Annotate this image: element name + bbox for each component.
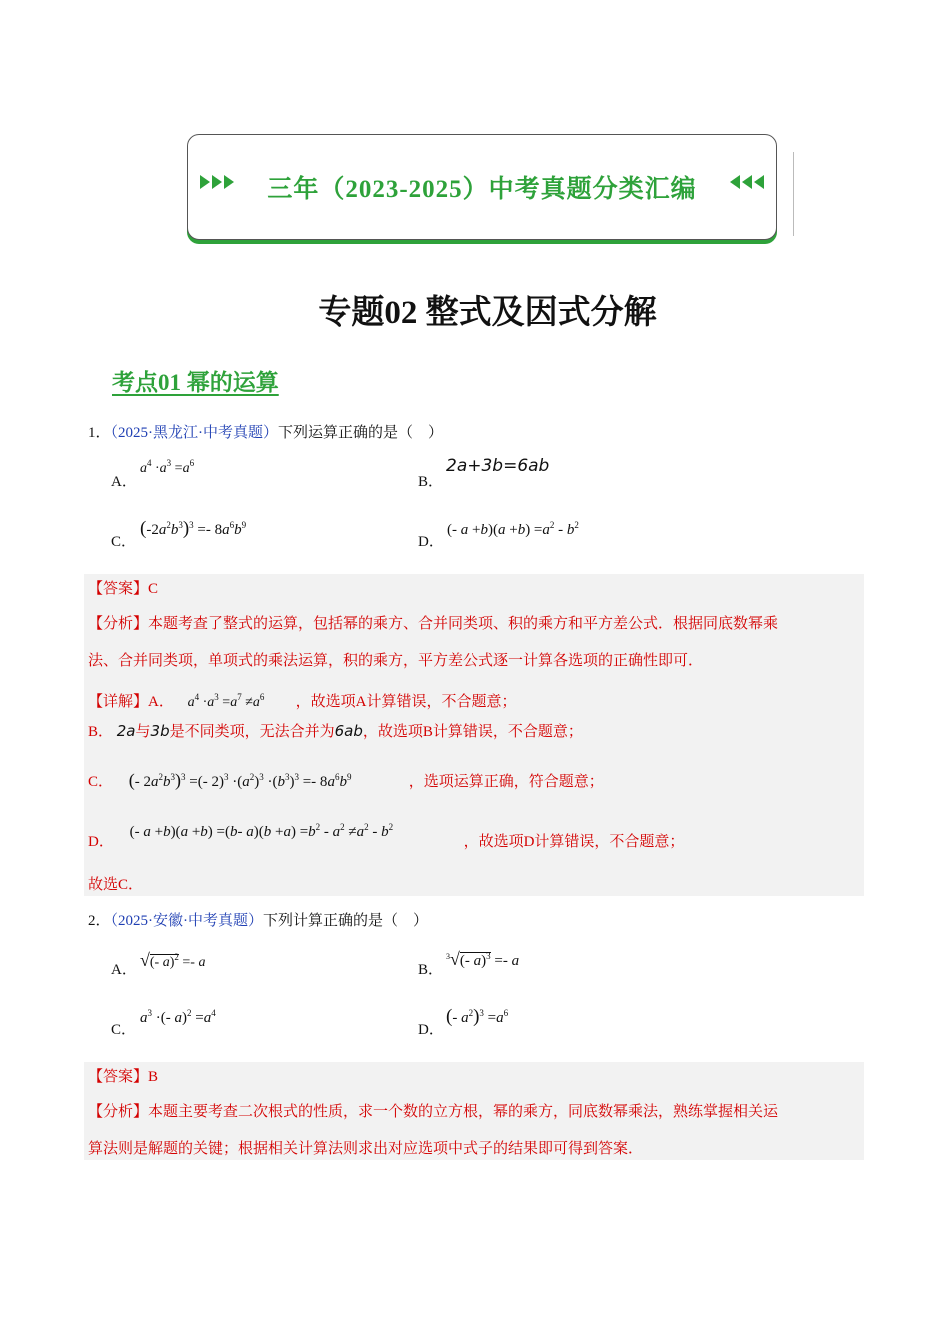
header-banner: [187, 134, 777, 240]
page-title: 专题02 整式及因式分解: [318, 295, 657, 331]
q2-analysis-line-2: 算法则是解题的关键；根据相关计算法则求出对应选项中式子的结果即可得到答案．: [88, 1141, 644, 1157]
q1-analysis-line-2: 法、合并同类项，单项式的乘法运算，积的乘方，平方差公式逐一计算各选项的正确性即可．: [88, 653, 704, 669]
section-heading: 考点01 幂的运算: [112, 370, 279, 395]
q2-answer: 【答案】B: [88, 1069, 159, 1085]
q1-option-c[interactable]: C．: [111, 534, 137, 550]
q1-detail-c: C． (- $2a^2b^3)^3$ =(- $2)^3 \cdot(a^2)^3 \cdot(b^3)^3 =- 8a^6b^9$ ，选项运算正确，符合题意；: [88, 770, 604, 790]
q2-analysis-line-1: 【分析】本题主要考查二次根式的性质，求一个数的立方根，幂的乘方，同底数幂乘法，熟练掌握相关运: [88, 1104, 779, 1120]
q1-option-b-expr: 2a+3b=6ab: [446, 456, 550, 476]
question-text: 下列计算正确的是（ ）: [263, 913, 429, 929]
q2-option-c-expr: $a^3$ ·(- $a)^2 =a^4$: [140, 1008, 216, 1026]
q2-option-b-expr: $^3$√(- a)$^3$ =- a: [446, 949, 520, 969]
q1-analysis-line-1: 【分析】本题考查了整式的运算，包括幂的乘方、合并同类项、积的乘方和平方差公式．根据同底数幂乘: [88, 616, 779, 632]
question-number: 1．: [88, 425, 111, 441]
q1-option-a[interactable]: A．: [111, 474, 137, 490]
q2-option-d-expr: (- $a^2)^3 =a^6$: [446, 1006, 509, 1027]
question-2-stem: [88, 910, 428, 932]
question-1-stem: [88, 422, 443, 444]
q1-option-c-expr: $(-2a^2b^3)^3 =- 8a^6b^9$: [140, 518, 247, 539]
q2-option-a-expr: √(- a)$^2$ =- a: [140, 950, 206, 970]
left-arrows-icon: [730, 175, 764, 189]
q1-answer: 【答案】C: [88, 581, 159, 597]
q1-conclusion: 故选C．: [88, 877, 144, 893]
q1-option-d[interactable]: D．: [418, 534, 444, 550]
q2-option-c[interactable]: C．: [111, 1022, 137, 1038]
q2-option-a[interactable]: A．: [111, 962, 137, 978]
q1-detail-a: 【详解】A． $a^4 \cdot a^3 =a^7 \ne a^6$ ，故选项A计算错误，不合题意；: [88, 692, 517, 710]
question-number: 2．: [88, 913, 111, 929]
right-arrows-icon: [200, 175, 234, 189]
q1-detail-b: B． 2a与3b是不同类项，无法合并为6ab，故选项B计算错误，不合题意；: [88, 722, 583, 740]
edge-divider: [793, 152, 794, 236]
q1-option-a-expr: $a^4 \cdot a^3 =a^6$: [140, 458, 195, 476]
question-source: （2025·安徽·中考真题）: [110, 913, 264, 929]
q2-option-b[interactable]: B．: [418, 962, 444, 978]
q1-option-b[interactable]: B．: [418, 474, 444, 490]
question-source: （2025·黑龙江·中考真题）: [110, 425, 279, 441]
q1-detail-d: D． (- a +b)(a +b) =(b- $a)(b +a) =b^2 - a^2 \ne a^2 - b^2$，故选项D计算错误，不合题意；: [88, 822, 685, 850]
banner-text: 三年（2023-2025）中考真题分类汇编: [267, 176, 697, 203]
question-text: 下列运算正确的是（ ）: [278, 425, 444, 441]
q1-option-d-expr: (- $a +b)(a +b) =a^2 - b^2$: [447, 520, 579, 538]
q2-option-d[interactable]: D．: [418, 1022, 444, 1038]
